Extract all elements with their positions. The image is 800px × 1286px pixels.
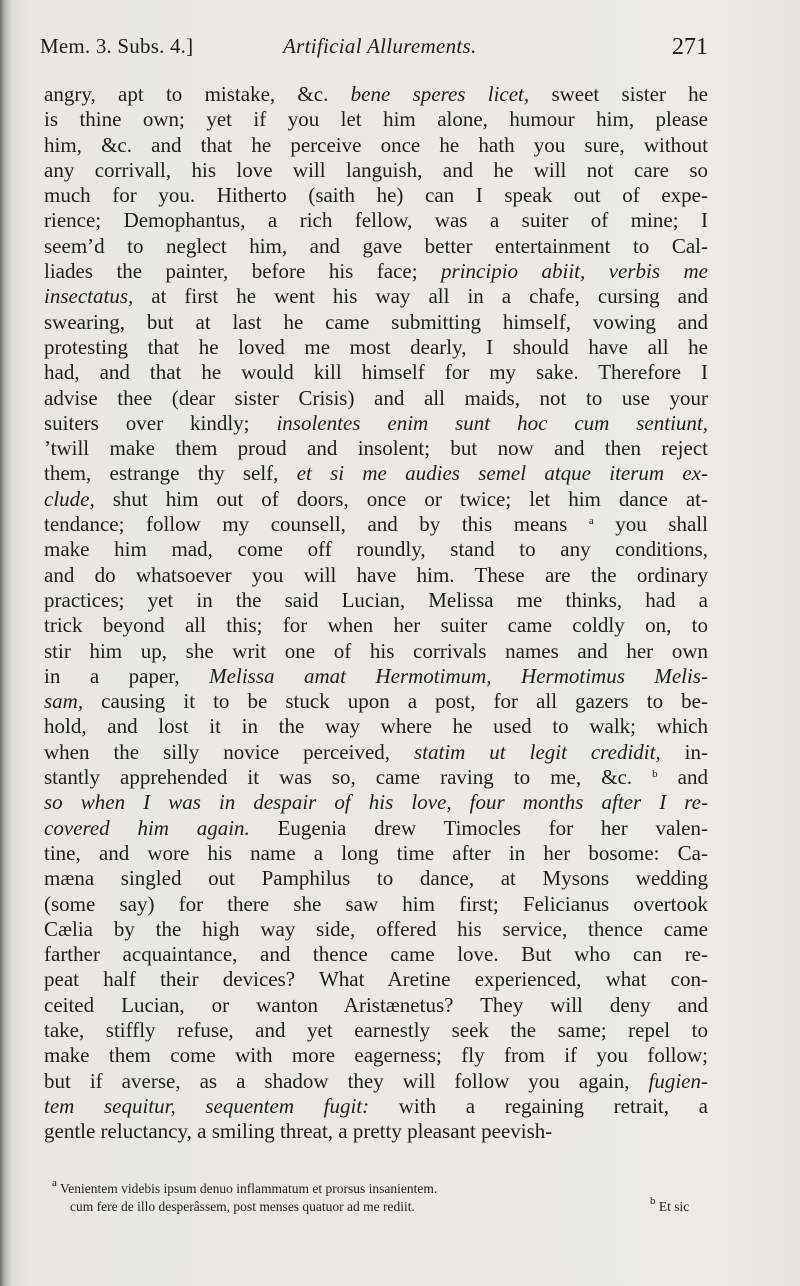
footnote-reference: a <box>588 515 594 528</box>
text-line <box>44 664 708 689</box>
italic-phrase: so when I was in despair of his love, four months after I re- <box>44 790 708 815</box>
text-line <box>44 816 708 841</box>
footnote-reference: b <box>652 768 658 781</box>
text-segment: stir him up, she writ one of his corrivals names and her own <box>44 638 708 663</box>
text-line <box>44 993 708 1018</box>
text-line <box>44 461 708 486</box>
section-reference: Mem. 3. Subs. 4.] <box>40 34 194 58</box>
italic-phrase: insolentes enim sunt hoc cum sentiunt, <box>276 410 708 435</box>
text-segment: but if averse, as a shadow they will follow you again, <box>44 1068 649 1093</box>
italic-phrase: tem sequitur, sequentem fugit: <box>44 1093 370 1118</box>
footnote-marker: b <box>650 1195 656 1207</box>
italic-phrase: Melissa amat Hermotimum, Hermotimus Melis- <box>209 663 708 688</box>
footnote-marker: a <box>52 1177 57 1189</box>
text-segment: seem’d to neglect him, and gave better entertainment to Cal- <box>44 233 708 258</box>
text-line <box>44 158 708 183</box>
italic-phrase: et si me audies semel atque iterum ex- <box>296 461 708 486</box>
text-segment: mæna singled out Pamphilus to dance, at Mysons wedding <box>44 866 708 891</box>
text-line <box>44 512 708 537</box>
text-segment: when the silly novice perceived, <box>44 739 414 764</box>
text-segment: and do whatsoever you will have him. These are the ordinary <box>44 562 708 587</box>
footnote-a <box>52 1177 438 1216</box>
text-line <box>44 942 708 967</box>
italic-phrase: statim ut legit credidit, <box>414 739 661 764</box>
text-line <box>44 537 708 562</box>
text-line <box>44 487 708 512</box>
footnote-text: cum fere de illo desperâssem, post menses quatuor ad me rediit. <box>70 1199 415 1214</box>
italic-phrase: clude, <box>44 486 95 511</box>
text-line <box>44 613 708 638</box>
italic-phrase: sam, <box>44 689 84 714</box>
text-line <box>44 892 708 917</box>
italic-phrase: insectatus, <box>44 284 134 309</box>
text-line <box>44 790 708 815</box>
text-line <box>44 411 708 436</box>
text-segment: Eugenia drew Timocles for her valen- <box>249 815 708 840</box>
text-line <box>44 259 708 284</box>
body-text <box>44 82 708 1144</box>
text-segment: swearing, but at last he came submitting himself, vowing and <box>44 309 708 334</box>
text-line <box>44 765 708 790</box>
text-segment: is thine own; yet if you let him alone, humour him, please <box>44 107 708 132</box>
footnote-text: Venientem videbis ipsum denuo inflammatum et prorsus insanientem. <box>60 1181 438 1196</box>
text-line <box>44 335 708 360</box>
text-line <box>44 639 708 664</box>
text-line <box>44 107 708 132</box>
text-line <box>44 1043 708 1068</box>
running-title: Artificial Allurements. <box>283 34 477 58</box>
text-segment: you shall <box>593 512 708 537</box>
italic-phrase: bene speres licet, <box>350 82 530 106</box>
text-segment: advise thee (dear sister Crisis) and all maids, not to use your <box>44 385 708 410</box>
text-segment: Cælia by the high way side, offered his service, thence came <box>44 916 708 941</box>
text-segment: rience; Demophantus, a rich fellow, was a suiter of mine; I <box>44 208 708 233</box>
text-segment: practices; yet in the said Lucian, Melissa me thinks, had a <box>44 587 708 612</box>
italic-phrase: fugien- <box>648 1068 708 1093</box>
text-line <box>44 714 708 739</box>
text-segment: peat half their devices? What Aretine experienced, what con- <box>44 967 708 992</box>
text-line <box>44 436 708 461</box>
italic-phrase: covered him again. <box>44 815 250 840</box>
text-line <box>44 1094 708 1119</box>
text-segment: them, estrange thy self, <box>44 461 297 486</box>
text-line <box>44 841 708 866</box>
footnote-text: Et sic <box>658 1199 690 1214</box>
text-segment: had, and that he would kill himself for my sake. Therefore I <box>44 360 708 385</box>
text-segment: sweet sister he <box>529 82 708 106</box>
text-segment: make them come with more eagerness; fly from if you follow; <box>44 1043 708 1068</box>
text-line <box>44 183 708 208</box>
running-header <box>40 30 708 66</box>
text-segment: protesting that he loved me most dearly, I should have all he <box>44 334 708 359</box>
text-segment: in- <box>660 739 708 764</box>
text-segment: much for you. Hitherto (saith he) can I speak out of expe- <box>44 183 708 208</box>
text-line <box>44 386 708 411</box>
text-line <box>44 1069 708 1094</box>
text-line <box>44 967 708 992</box>
text-segment: (some say) for there she saw him first; Felicianus overtook <box>44 891 708 916</box>
text-line <box>44 740 708 765</box>
text-segment: farther acquaintance, and thence came love. But who can re- <box>44 942 708 967</box>
text-segment: take, stiffly refuse, and yet earnestly seek the same; repel to <box>44 1017 708 1042</box>
text-segment: angry, apt to mistake, &c. <box>44 82 351 106</box>
text-segment: in a paper, <box>44 663 210 688</box>
footnote-b <box>650 1195 690 1216</box>
page-number: 271 <box>672 34 708 60</box>
text-segment: causing it to be stuck upon a post, for all gazers to be- <box>83 689 708 714</box>
text-line <box>44 133 708 158</box>
text-segment: with a regaining retrait, a <box>369 1093 708 1118</box>
text-line <box>44 284 708 309</box>
text-line <box>44 208 708 233</box>
text-segment: at first he went his way all in a chafe, cursing and <box>133 284 708 309</box>
text-segment: make him mad, come off roundly, stand to any conditions, <box>44 537 708 562</box>
text-line <box>44 234 708 259</box>
text-segment: hold, and lost it in the way where he used to walk; which <box>44 714 708 739</box>
text-line <box>44 563 708 588</box>
text-line <box>44 1018 708 1043</box>
text-line <box>44 689 708 714</box>
text-line <box>44 310 708 335</box>
text-segment: gentle reluctancy, a smiling threat, a pretty pleasant peevish- <box>44 1119 553 1144</box>
text-segment: ’twill make them proud and insolent; but now and then reject <box>44 436 708 461</box>
text-line <box>44 588 708 613</box>
text-line <box>44 82 708 107</box>
text-segment: him, &c. and that he perceive once he hath you sure, without <box>44 132 708 157</box>
text-line <box>44 917 708 942</box>
text-segment: tine, and wore his name a long time after in her bosome: Ca- <box>44 840 708 865</box>
text-segment: and <box>657 765 708 790</box>
text-line <box>44 866 708 891</box>
text-segment: suiters over kindly; <box>44 410 277 435</box>
italic-phrase: principio abiit, verbis me <box>441 259 708 284</box>
text-line <box>44 360 708 385</box>
text-segment: any corrivall, his love will languish, and he will not care so <box>44 157 708 182</box>
text-line <box>44 1119 708 1144</box>
text-segment: trick beyond all this; for when her suiter came coldly on, to <box>44 613 708 638</box>
text-segment: shut him out of doors, once or twice; let him dance at- <box>94 486 708 511</box>
text-segment: stantly apprehended it was so, came raving to me, &c. <box>44 765 653 790</box>
text-segment: liades the painter, before his face; <box>44 259 442 284</box>
text-segment: ceited Lucian, or wanton Aristænetus? They will deny and <box>44 992 708 1017</box>
text-segment: tendance; follow my counsell, and by this means <box>44 512 589 537</box>
